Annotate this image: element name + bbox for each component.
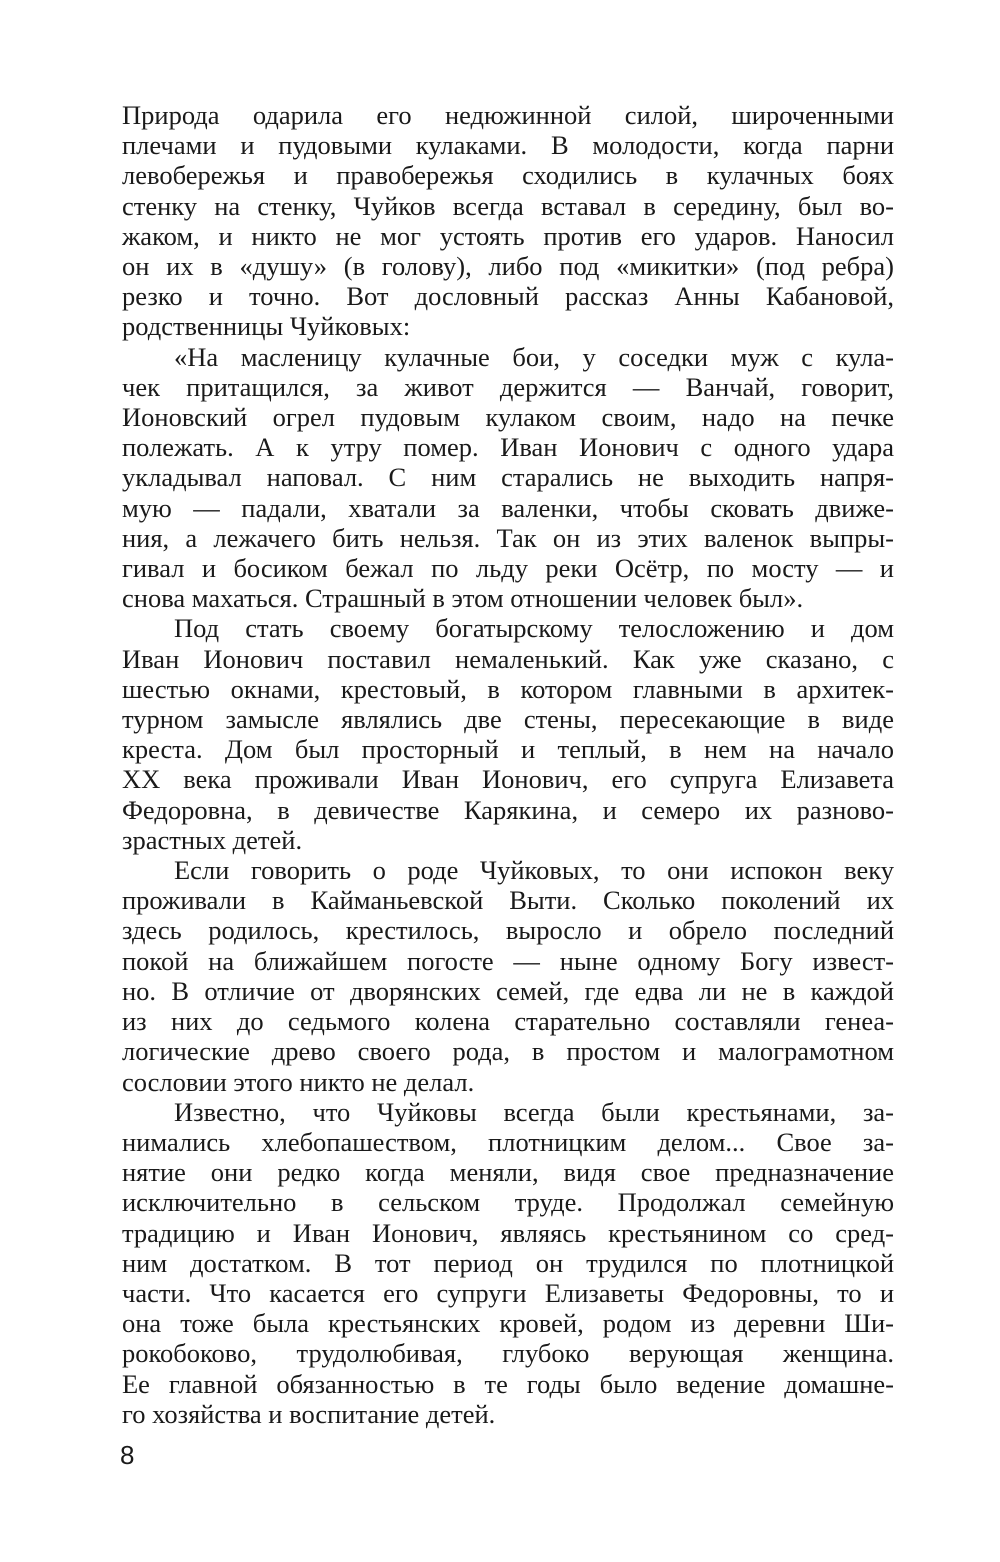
text-line: зрастных детей. xyxy=(122,824,303,855)
text-line: рокобоково, трудолюбивая, глубоко верующая женщина. xyxy=(122,1338,894,1369)
paragraph xyxy=(122,855,894,1097)
text-line: полежать. А к утру помер. Иван Ионович с одного удара xyxy=(122,432,894,463)
text-line: нимались хлебопашеством, плотницким делом... Свое за- xyxy=(122,1126,894,1157)
text-line: из них до седьмого колена старательно составляли генеа- xyxy=(122,1006,894,1037)
text-line: чек притащился, за живот держится — Ванчай, говорит, xyxy=(122,371,894,402)
text-line: Федоровна, в девичестве Карякина, и семеро их разново- xyxy=(122,794,894,825)
text-line: Природа одарила его недюжинной силой, широченными xyxy=(122,100,894,130)
text-line: снова махаться. Страшный в этом отношении человек был». xyxy=(122,583,804,614)
text-line: мую — падали, хватали за валенки, чтобы сковать движе- xyxy=(122,492,894,523)
text-line: части. Что касается его супруги Елизаветы Федоровны, то и xyxy=(122,1277,894,1308)
text-line: ним достатком. В тот период он трудился по плотницкой xyxy=(122,1247,894,1278)
text-line: родственницы Чуйковых: xyxy=(122,311,411,342)
text-line: резко и точно. Вот дословный рассказ Анны Кабановой, xyxy=(122,281,894,312)
text-line: XX века проживали Иван Ионович, его супруга Елизавета xyxy=(122,764,894,795)
text-line: сословии этого никто не делал. xyxy=(122,1066,475,1097)
page-number: 8 xyxy=(120,1440,135,1470)
text-line: Иван Ионович поставил немаленький. Как уже сказано, с xyxy=(122,643,894,674)
paragraph xyxy=(122,1097,894,1429)
text-line: жаком, и никто не мог устоять против его ударов. Наносил xyxy=(122,220,894,251)
text-line: гивал и босиком бежал по льду реки Осётр, по мосту — и xyxy=(122,553,894,584)
text-line: стенку на стенку, Чуйков всегда вставал в середину, был во- xyxy=(122,190,894,221)
text-line: проживали в Кайманьевской Выти. Сколько поколений их xyxy=(122,885,894,916)
text-line: он их в «душу» (в голову), либо под «микитки» (под ребра) xyxy=(122,251,894,282)
paragraph xyxy=(122,100,894,342)
text-line: нятие они редко когда меняли, видя свое предназначение xyxy=(122,1157,894,1188)
text-line: креста. Дом был просторный и теплый, в нем на начало xyxy=(122,734,894,765)
text-line: традицию и Иван Ионович, являясь крестьянином со сред- xyxy=(122,1217,894,1248)
text-line: турном замысле являлись две стены, пересекающие в виде xyxy=(122,704,894,735)
body-text xyxy=(122,100,894,1429)
text-line: шестью окнами, крестовый, в котором главными в архитек- xyxy=(122,673,894,704)
text-line: плечами и пудовыми кулаками. В молодости, когда парни xyxy=(122,130,894,161)
text-line: она тоже была крестьянских кровей, родом из деревни Ши- xyxy=(122,1308,894,1339)
paragraph xyxy=(122,342,894,614)
text-line: го хозяйства и воспитание детей. xyxy=(122,1398,496,1429)
text-line: укладывал наповал. С ним старались не выходить напря- xyxy=(122,462,894,493)
text-line: Ионовский огрел пудовым кулаком своим, надо на печке xyxy=(122,402,894,433)
text-line: «На масленицу кулачные бои, у соседки муж с кула- xyxy=(174,341,894,372)
paragraph xyxy=(122,613,894,855)
text-line: исключительно в сельском труде. Продолжал семейную xyxy=(122,1187,894,1218)
text-line: логические древо своего рода, в простом и малограмотном xyxy=(122,1036,894,1067)
text-line: ния, а лежачего бить нельзя. Так он из этих валенок выпры- xyxy=(122,522,894,553)
text-line: левобережья и правобережья сходились в кулачных боях xyxy=(122,160,894,191)
text-line: Если говорить о роде Чуйковых, то они испокон веку xyxy=(174,855,894,886)
text-line: Под стать своему богатырскому телосложению и дом xyxy=(174,613,894,644)
text-line: Ее главной обязанностью в те годы было ведение домашне- xyxy=(122,1368,894,1399)
text-line: здесь родилось, крестилось, выросло и обрело последний xyxy=(122,915,894,946)
text-line: покой на ближайшем погосте — ныне одному Богу извест- xyxy=(122,945,894,976)
text-line: но. В отличие от дворянских семей, где едва ли не в каждой xyxy=(122,975,894,1006)
text-line: Известно, что Чуйковы всегда были крестьянами, за- xyxy=(174,1096,894,1127)
